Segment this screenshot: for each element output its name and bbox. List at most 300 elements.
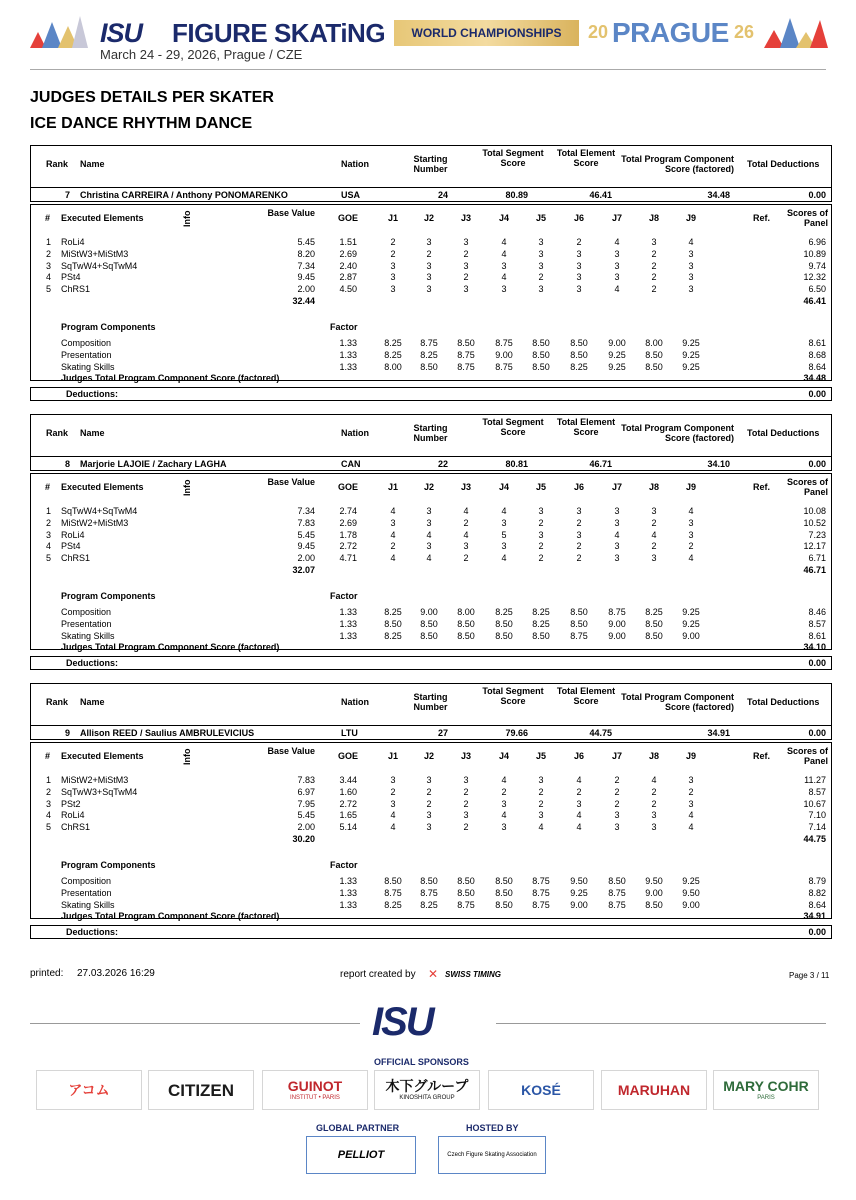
starting-number: 27 — [437, 728, 448, 738]
judge-score: 2 — [463, 248, 469, 259]
component-panel-score: 8.64 — [808, 361, 826, 372]
component-judge-score: 8.50 — [532, 361, 550, 372]
judge-score: 2 — [576, 541, 582, 552]
judge-score: 2 — [651, 517, 657, 528]
component-judge-score: 8.75 — [457, 349, 475, 360]
component-factor: 1.33 — [339, 338, 357, 348]
page-title: JUDGES DETAILS PER SKATER — [30, 89, 274, 106]
component-judge-score: 8.25 — [384, 630, 402, 641]
goe-header: GOE — [338, 482, 359, 492]
judge-score: 3 — [463, 260, 469, 271]
judge-score: 2 — [463, 822, 469, 833]
judge-score: 4 — [614, 237, 620, 247]
segment-title: ICE DANCE RHYTHM DANCE — [30, 115, 253, 132]
judge-score: 3 — [576, 284, 582, 295]
element-number: 2 — [46, 517, 52, 528]
judge-score: 3 — [501, 517, 507, 528]
judge-score: 3 — [463, 284, 469, 295]
judge-score: 2 — [390, 786, 396, 797]
judge-score: 2 — [651, 798, 657, 809]
judge-score: 4 — [390, 553, 396, 564]
judge-score: 3 — [538, 506, 544, 516]
component-judge-score: 9.25 — [682, 607, 700, 617]
component-judge-score: 8.50 — [420, 876, 438, 886]
judge-header: J7 — [611, 751, 622, 761]
tpcs-header: Total Program Component Score (factored) — [621, 154, 734, 174]
judge-score: 3 — [501, 541, 507, 552]
info-header: Info — [182, 210, 192, 227]
deductions-label: Deductions: — [66, 389, 119, 399]
component-name: Skating Skills — [61, 899, 115, 910]
sponsor-name: アコム — [68, 1082, 110, 1098]
component-judge-score: 8.50 — [457, 876, 475, 886]
component-judge-score: 9.00 — [608, 630, 626, 641]
judge-score: 5 — [501, 529, 507, 540]
element-number-header: # — [45, 482, 51, 492]
element-code: PSt4 — [61, 272, 81, 283]
judge-score: 4 — [390, 822, 396, 833]
judge-score: 3 — [538, 237, 544, 247]
element-goe: 1.65 — [339, 810, 357, 821]
sponsor-name: GUINOT — [287, 1078, 343, 1094]
judge-score: 4 — [501, 810, 507, 821]
factor-header: Factor — [330, 322, 358, 332]
judge-score: 3 — [463, 775, 469, 785]
component-judge-score: 9.00 — [645, 887, 663, 898]
component-panel-score: 8.68 — [808, 349, 826, 360]
total-segment-score: 80.89 — [505, 190, 528, 200]
element-panel-score: 10.52 — [803, 517, 826, 528]
judge-score: 2 — [614, 786, 620, 797]
deductions-box — [30, 656, 832, 670]
element-number: 1 — [46, 237, 52, 247]
judge-score: 3 — [614, 553, 620, 564]
component-name: Skating Skills — [61, 630, 115, 641]
judge-score: 4 — [390, 506, 396, 516]
judge-score: 4 — [576, 822, 582, 833]
decorative-triangles-right — [764, 14, 828, 50]
judge-score: 2 — [538, 517, 544, 528]
starting-number-header: Starting Number — [413, 423, 448, 443]
element-code: ChRS1 — [61, 822, 91, 833]
component-judge-score: 8.00 — [645, 338, 663, 348]
sponsor-logo — [36, 1070, 142, 1110]
component-judge-score: 9.25 — [608, 349, 626, 360]
element-panel-score: 7.23 — [808, 529, 826, 540]
element-panel-score: 10.89 — [803, 248, 826, 259]
judge-header: J6 — [573, 482, 584, 492]
component-judge-score: 8.50 — [495, 630, 513, 641]
starting-number: 22 — [437, 459, 448, 469]
component-judge-score: 8.50 — [645, 630, 663, 641]
component-judge-score: 9.00 — [682, 630, 700, 641]
total-deductions: 0.00 — [808, 459, 826, 469]
info-header: Info — [182, 748, 192, 765]
judge-score: 3 — [463, 237, 469, 247]
element-panel-score: 6.50 — [808, 284, 826, 295]
component-judge-score: 9.25 — [682, 361, 700, 372]
judge-score: 3 — [576, 248, 582, 259]
judge-score: 3 — [390, 284, 396, 295]
judge-score: 3 — [538, 775, 544, 785]
judge-score: 2 — [651, 248, 657, 259]
judge-score: 4 — [501, 553, 507, 564]
component-panel-score: 8.79 — [808, 876, 826, 886]
component-judge-score: 8.50 — [645, 899, 663, 910]
element-number: 3 — [46, 798, 52, 809]
judge-header: J4 — [498, 213, 509, 223]
component-panel-score: 8.61 — [808, 630, 826, 641]
component-factor: 1.33 — [339, 618, 357, 629]
element-panel-score: 10.67 — [803, 798, 826, 809]
judge-score: 4 — [390, 529, 396, 540]
info-header: Info — [182, 479, 192, 496]
footer-rule-left — [30, 1023, 360, 1024]
judge-header: J5 — [535, 213, 546, 223]
program-component-total: 34.91 — [803, 911, 826, 921]
pelliot-logo: PELLIOT — [306, 1136, 416, 1174]
component-judge-score: 8.75 — [457, 361, 475, 372]
tss-header: Total Segment Score — [482, 686, 544, 706]
component-judge-score: 9.00 — [570, 899, 588, 910]
judge-score: 4 — [501, 272, 507, 283]
component-judge-score: 9.50 — [645, 876, 663, 886]
component-panel-score: 8.57 — [808, 618, 826, 629]
judge-score: 3 — [614, 260, 620, 271]
judge-score: 3 — [576, 506, 582, 516]
deductions-header: Total Deductions — [747, 428, 820, 438]
judge-score: 3 — [463, 810, 469, 821]
judge-score: 3 — [651, 553, 657, 564]
judge-score: 3 — [651, 822, 657, 833]
element-code: PSt4 — [61, 541, 81, 552]
deductions-total: 0.00 — [808, 389, 826, 399]
element-number: 4 — [46, 810, 52, 821]
judge-score: 3 — [688, 529, 694, 540]
sponsor-logo — [262, 1070, 368, 1110]
host-city: PRAGUE — [612, 17, 729, 48]
skater-name: Christina CARREIRA / Anthony PONOMARENKO — [80, 190, 288, 200]
scores-of-panel-header: Scores of Panel — [786, 746, 828, 766]
judge-score: 4 — [501, 248, 507, 259]
component-judge-score: 8.25 — [384, 338, 402, 348]
judge-header: J5 — [535, 482, 546, 492]
judge-score: 3 — [501, 284, 507, 295]
element-panel-score: 6.71 — [808, 553, 826, 564]
program-component-total: 34.48 — [803, 373, 826, 383]
component-judge-score: 9.25 — [682, 349, 700, 360]
judge-header: J4 — [498, 751, 509, 761]
element-goe: 2.69 — [339, 517, 357, 528]
judge-score: 3 — [390, 775, 396, 785]
element-base-value: 5.45 — [297, 810, 315, 821]
judge-score: 3 — [426, 775, 432, 785]
tes-header: Total Element Score — [556, 148, 616, 168]
element-base-value: 7.34 — [297, 506, 315, 516]
judge-score: 3 — [688, 284, 694, 295]
component-name: Composition — [61, 338, 112, 348]
judge-score: 4 — [576, 810, 582, 821]
judge-score: 2 — [463, 517, 469, 528]
printed-date: 27.03.2026 16:29 — [77, 968, 155, 979]
component-judge-score: 8.50 — [645, 618, 663, 629]
judge-score: 3 — [614, 822, 620, 833]
judge-score: 4 — [651, 775, 657, 785]
judge-score: 3 — [426, 517, 432, 528]
judge-score: 3 — [390, 798, 396, 809]
component-judge-score: 8.25 — [532, 618, 550, 629]
component-judge-score: 8.75 — [608, 607, 626, 617]
sponsor-logo — [374, 1070, 480, 1110]
swiss-timing-logo: SWISS TIMING — [445, 970, 501, 979]
component-judge-score: 8.75 — [608, 899, 626, 910]
skater-rank: 7 — [64, 190, 70, 200]
judge-header: J1 — [387, 213, 398, 223]
element-number: 5 — [46, 822, 52, 833]
skater-name: Allison REED / Saulius AMBRULEVICIUS — [80, 728, 255, 738]
component-name: Presentation — [61, 618, 112, 629]
executed-elements-header: Executed Elements — [61, 482, 144, 492]
starting-number-header: Starting Number — [413, 692, 448, 712]
sponsor-name: MARUHAN — [617, 1082, 691, 1098]
executed-elements-header: Executed Elements — [61, 213, 144, 223]
component-judge-score: 9.00 — [608, 338, 626, 348]
component-judge-score: 8.75 — [532, 876, 550, 886]
nation-header: Nation — [341, 159, 369, 169]
total-segment-score: 79.66 — [505, 728, 528, 738]
element-base-value: 5.45 — [297, 529, 315, 540]
program-components-header: Program Components — [61, 591, 156, 601]
judge-score: 2 — [463, 798, 469, 809]
judge-score: 2 — [651, 260, 657, 271]
judge-score: 3 — [614, 541, 620, 552]
component-judge-score: 8.75 — [495, 361, 513, 372]
sponsor-name: KOSÉ — [521, 1082, 561, 1098]
element-code: MiStW3+MiStM3 — [61, 248, 129, 259]
tpcs-header: Total Program Component Score (factored) — [621, 692, 734, 712]
report-created-by: report created by — [340, 969, 416, 980]
component-panel-score: 8.64 — [808, 899, 826, 910]
judge-header: J1 — [387, 751, 398, 761]
element-panel-score: 8.57 — [808, 786, 826, 797]
component-judge-score: 8.50 — [645, 361, 663, 372]
element-code: ChRS1 — [61, 284, 91, 295]
element-code: SqTwW4+SqTwM4 — [61, 506, 138, 516]
starting-number-header: Starting Number — [413, 154, 448, 174]
skater-nation: USA — [341, 190, 361, 200]
deductions-total: 0.00 — [808, 658, 826, 668]
component-name: Presentation — [61, 887, 112, 898]
component-judge-score: 8.50 — [532, 630, 550, 641]
judge-score: 2 — [651, 272, 657, 283]
component-judge-score: 8.50 — [570, 338, 588, 348]
judge-header: J1 — [387, 482, 398, 492]
judge-header: J3 — [460, 482, 471, 492]
judge-score: 3 — [614, 506, 620, 516]
judge-header: J7 — [611, 213, 622, 223]
judge-score: 4 — [576, 775, 582, 785]
program-component-total: 34.10 — [803, 642, 826, 652]
sponsor-subtitle: INSTITUT • PARIS — [290, 1095, 340, 1101]
elements-score-total: 46.71 — [803, 565, 826, 575]
tss-header: Total Segment Score — [482, 417, 544, 437]
judge-score: 2 — [390, 248, 396, 259]
element-number: 1 — [46, 506, 52, 516]
total-program-component-score: 34.48 — [707, 190, 730, 200]
component-judge-score: 8.50 — [495, 899, 513, 910]
element-code: SqTwW3+SqTwM4 — [61, 786, 138, 797]
component-panel-score: 8.82 — [808, 887, 826, 898]
judge-score: 2 — [688, 541, 694, 552]
component-judge-score: 8.75 — [608, 887, 626, 898]
element-code: RoLi4 — [61, 529, 85, 540]
skater-rank: 8 — [64, 459, 70, 469]
judges-total-label: Judges Total Program Component Score (factored) — [61, 642, 280, 652]
summary-divider — [30, 456, 832, 457]
official-sponsors-label: OFFICIAL SPONSORS — [374, 1057, 469, 1067]
component-panel-score: 8.46 — [808, 607, 826, 617]
judge-score: 2 — [614, 775, 620, 785]
judge-score: 3 — [576, 798, 582, 809]
judge-score: 2 — [463, 272, 469, 283]
judge-score: 3 — [463, 541, 469, 552]
total-segment-score: 80.81 — [505, 459, 528, 469]
judge-score: 3 — [651, 237, 657, 247]
deductions-header: Total Deductions — [747, 159, 820, 169]
component-judge-score: 8.00 — [457, 607, 475, 617]
element-base-value: 8.20 — [297, 248, 315, 259]
component-factor: 1.33 — [339, 349, 357, 360]
tpcs-header: Total Program Component Score (factored) — [621, 423, 734, 443]
element-goe: 3.44 — [339, 775, 357, 785]
judge-score: 3 — [538, 248, 544, 259]
element-base-value: 2.00 — [297, 822, 315, 833]
element-number: 3 — [46, 260, 52, 271]
judges-total-label: Judges Total Program Component Score (factored) — [61, 373, 280, 383]
element-base-value: 7.95 — [297, 798, 315, 809]
component-judge-score: 8.50 — [420, 361, 438, 372]
judge-header: J7 — [611, 482, 622, 492]
component-judge-score: 8.50 — [384, 876, 402, 886]
component-judge-score: 8.50 — [420, 618, 438, 629]
total-element-score: 46.71 — [589, 459, 612, 469]
component-judge-score: 8.75 — [532, 899, 550, 910]
judge-header: J9 — [685, 751, 696, 761]
year-right: 26 — [734, 22, 755, 42]
goe-header: GOE — [338, 751, 359, 761]
element-panel-score: 7.10 — [808, 810, 826, 821]
judge-score: 2 — [426, 786, 432, 797]
total-element-score: 44.75 — [589, 728, 612, 738]
header-divider — [30, 69, 826, 70]
component-judge-score: 8.50 — [457, 618, 475, 629]
judge-header: J3 — [460, 213, 471, 223]
judge-score: 3 — [538, 284, 544, 295]
element-panel-score: 11.27 — [804, 775, 826, 785]
judge-score: 3 — [576, 529, 582, 540]
total-deductions: 0.00 — [808, 728, 826, 738]
deductions-header: Total Deductions — [747, 697, 820, 707]
component-panel-score: 8.61 — [808, 338, 826, 348]
deductions-box — [30, 925, 832, 939]
element-goe: 1.51 — [339, 237, 357, 247]
judge-score: 4 — [651, 529, 657, 540]
base-value-total: 32.44 — [292, 296, 315, 306]
sponsor-name: MARY COHR — [723, 1078, 809, 1094]
sponsor-subtitle: KINOSHITA GROUP — [399, 1095, 455, 1101]
judge-score: 2 — [426, 798, 432, 809]
component-judge-score: 8.00 — [384, 361, 402, 372]
base-value-total: 32.07 — [292, 565, 315, 575]
judge-header: J8 — [648, 751, 659, 761]
element-goe: 4.50 — [339, 284, 357, 295]
judge-score: 4 — [688, 553, 694, 564]
component-judge-score: 9.50 — [570, 876, 588, 886]
element-code: RoLi4 — [61, 237, 85, 247]
component-judge-score: 8.25 — [645, 607, 663, 617]
name-header: Name — [80, 697, 105, 707]
judge-score: 4 — [463, 529, 469, 540]
sponsor-name: 木下グループ — [385, 1078, 469, 1094]
judge-score: 2 — [651, 541, 657, 552]
element-code: PSt2 — [61, 798, 81, 809]
element-code: RoLi4 — [61, 810, 85, 821]
element-goe: 2.87 — [339, 272, 357, 283]
judge-score: 2 — [651, 284, 657, 295]
judge-header: J3 — [460, 751, 471, 761]
judge-score: 3 — [576, 260, 582, 271]
element-number-header: # — [45, 751, 51, 761]
ref-header: Ref. — [753, 213, 771, 223]
starting-number: 24 — [437, 190, 448, 200]
judge-score: 2 — [426, 248, 432, 259]
element-base-value: 7.83 — [297, 517, 315, 528]
judge-score: 2 — [463, 786, 469, 797]
judge-score: 3 — [651, 506, 657, 516]
judge-header: J8 — [648, 482, 659, 492]
judge-score: 2 — [390, 541, 396, 552]
element-code: ChRS1 — [61, 553, 91, 564]
championship-badge: WORLD CHAMPIONSHIPS — [394, 20, 579, 46]
ref-header: Ref. — [753, 482, 771, 492]
program-components-header: Program Components — [61, 860, 156, 870]
judge-score: 2 — [390, 237, 396, 247]
component-judge-score: 8.25 — [495, 607, 513, 617]
judge-score: 3 — [426, 237, 432, 247]
judge-score: 3 — [576, 272, 582, 283]
element-panel-score: 10.08 — [803, 506, 826, 516]
swiss-timing-icon: ✕ — [428, 967, 439, 981]
skater-nation: LTU — [341, 728, 358, 738]
component-judge-score: 8.25 — [384, 349, 402, 360]
deductions-label: Deductions: — [66, 927, 119, 937]
judge-header: J5 — [535, 751, 546, 761]
element-panel-score: 12.17 — [803, 541, 826, 552]
component-judge-score: 8.75 — [532, 887, 550, 898]
sponsor-logo — [148, 1070, 254, 1110]
judge-score: 3 — [501, 260, 507, 271]
judge-score: 2 — [688, 786, 694, 797]
component-judge-score: 8.75 — [495, 338, 513, 348]
footer-rule-right — [496, 1023, 826, 1024]
element-number: 4 — [46, 272, 52, 283]
judge-score: 3 — [688, 248, 694, 259]
component-judge-score: 9.00 — [608, 618, 626, 629]
judge-score: 3 — [538, 529, 544, 540]
judge-header: J9 — [685, 213, 696, 223]
elements-score-total: 46.41 — [803, 296, 826, 306]
element-goe: 1.78 — [339, 529, 357, 540]
